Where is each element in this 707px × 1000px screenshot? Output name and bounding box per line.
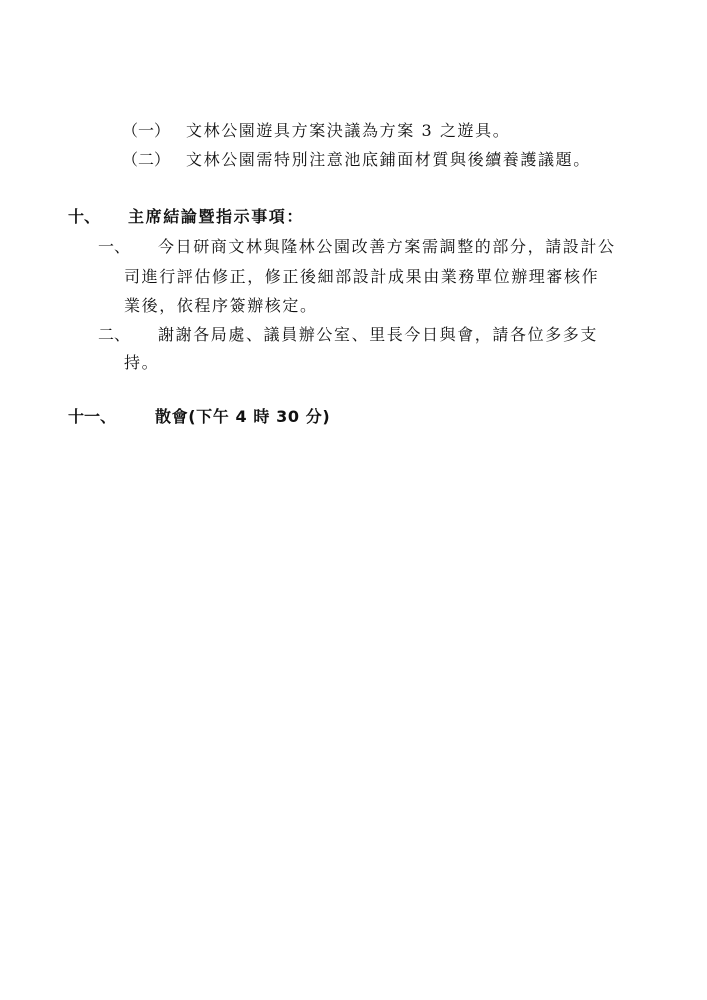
section-ten-item-1-marker: 一、 bbox=[98, 237, 131, 256]
section-ten-item-2-marker: 二、 bbox=[98, 325, 131, 344]
section-ten-number: 十、 bbox=[68, 207, 101, 226]
section-eleven-number: 十一、 bbox=[68, 407, 117, 426]
section-ten-item-1-line-2: 司進行評估修正，修正後細部設計成果由業務單位辦理審核作 bbox=[124, 267, 600, 286]
resolution-1-marker: （一） bbox=[122, 121, 171, 140]
resolution-2-marker: （二） bbox=[122, 150, 171, 169]
section-ten-item-1-line-3: 業後，依程序簽辦核定。 bbox=[124, 296, 318, 315]
section-ten-title: 主席結論暨指示事項： bbox=[128, 207, 305, 226]
resolution-2-text: 文林公園需特別注意池底鋪面材質與後續養護議題。 bbox=[186, 150, 591, 169]
section-eleven-title: 散會(下午 4 時 30 分) bbox=[155, 407, 331, 426]
section-ten-item-1-line-1: 今日研商文林與隆林公園改善方案需調整的部分，請設計公 bbox=[158, 237, 616, 256]
resolution-1-text: 文林公園遊具方案決議為方案 3 之遊具。 bbox=[186, 121, 511, 140]
section-ten-item-2-line-2: 持。 bbox=[124, 353, 160, 372]
section-ten-item-2-line-1: 謝謝各局處、議員辦公室、里長今日與會，請各位多多支 bbox=[158, 325, 599, 344]
